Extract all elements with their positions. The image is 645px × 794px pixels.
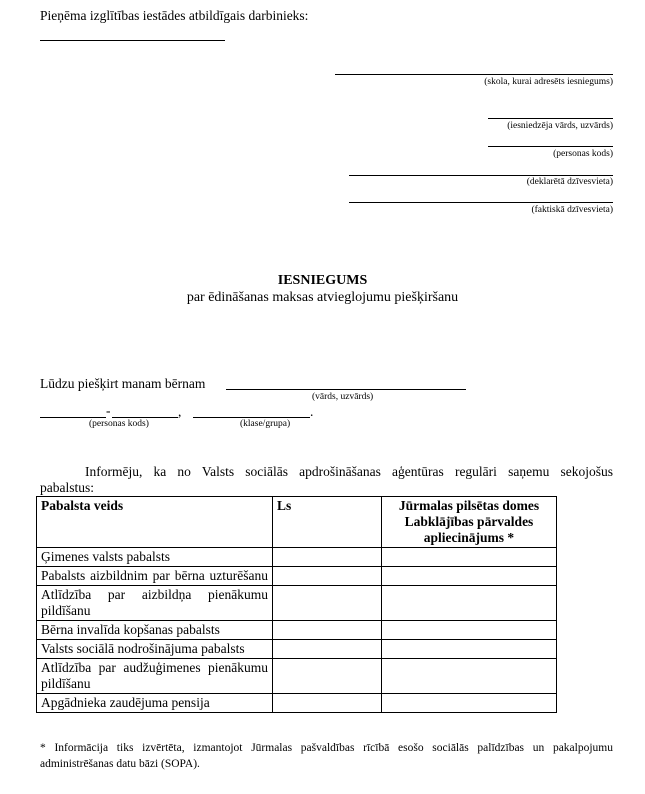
amount-cell[interactable] [273, 640, 382, 659]
header-confirmation: Jūrmalas pilsētas domes Labklājības pārvaldes apliecinājums * [382, 497, 557, 548]
confirmation-cell[interactable] [382, 659, 557, 694]
benefit-type-cell: Pabalsts aizbildnim par bērna uzturēšanu [37, 567, 273, 586]
footnote: * Informācija tiks izvērtēta, izmantojot Jūrmalas pašvaldības rīcībā esošo sociālās palīdzības un pakalpojumu administrēšanas datu bāzi (SOPA). [40, 742, 613, 770]
header-benefit-type: Pabalsta veids [37, 497, 273, 548]
info-line-2: pabalstus: [40, 480, 94, 495]
amount-cell[interactable] [273, 586, 382, 621]
confirmation-cell[interactable] [382, 548, 557, 567]
child-code-hint: (personas kods) [89, 419, 149, 429]
confirmation-cell[interactable] [382, 567, 557, 586]
actual-address-line[interactable] [349, 202, 613, 203]
child-name-field[interactable] [226, 377, 466, 390]
amount-cell[interactable] [273, 621, 382, 640]
benefit-type-cell: Valsts sociālā nodrošinājuma pabalsts [37, 640, 273, 659]
code-comma: , [178, 404, 182, 419]
applicant-code-hint: (personas kods) [553, 149, 613, 159]
benefits-table [36, 496, 557, 713]
amount-cell[interactable] [273, 548, 382, 567]
benefit-type-cell: Atlīdzība par audžuģimenes pienākumu pildīšanu [37, 659, 273, 694]
school-line[interactable] [335, 74, 613, 75]
amount-cell[interactable] [273, 659, 382, 694]
benefit-type-cell: Atlīdzība par aizbildņa pienākumu pildīšanu [37, 586, 273, 621]
table-header-row [37, 497, 557, 548]
benefit-type-cell: Bērna invalīda kopšanas pabalsts [37, 621, 273, 640]
amount-cell[interactable] [273, 567, 382, 586]
table-row [37, 659, 557, 694]
code-separator: - [106, 403, 111, 418]
document-title: IESNIEGUMS [277, 273, 368, 288]
declared-address-line[interactable] [349, 175, 613, 176]
amount-cell[interactable] [273, 694, 382, 713]
table-row [37, 567, 557, 586]
child-code-field-part2[interactable] [112, 405, 178, 418]
child-name-hint: (vārds, uzvārds) [312, 392, 374, 402]
confirmation-cell[interactable] [382, 640, 557, 659]
declared-address-hint: (deklarētā dzīvesvieta) [526, 177, 613, 187]
request-text: Lūdzu piešķirt manam bērnam [40, 376, 206, 391]
confirmation-cell[interactable] [382, 694, 557, 713]
table-row [37, 640, 557, 659]
table-row [37, 621, 557, 640]
school-hint: (skola, kurai adresēts iesniegums) [484, 77, 613, 87]
class-period: . [310, 404, 314, 419]
applicant-name-hint: (iesniedzēja vārds, uzvārds) [507, 121, 613, 131]
info-line-1: Informēju, ka no Valsts sociālās apdrošināšanas aģentūras regulāri saņemu sekojošus [85, 464, 613, 479]
applicant-code-line[interactable] [488, 146, 613, 147]
table-row [37, 694, 557, 713]
confirmation-cell[interactable] [382, 586, 557, 621]
benefit-type-cell: Ģimenes valsts pabalsts [37, 548, 273, 567]
child-class-field[interactable] [193, 405, 310, 418]
document-subtitle: par ēdināšanas maksas atvieglojumu piešķiršanu [186, 290, 459, 305]
actual-address-hint: (faktiskā dzīvesvieta) [531, 205, 613, 215]
child-class-hint: (klase/grupa) [240, 419, 291, 429]
table-row [37, 586, 557, 621]
child-code-field-part1[interactable] [40, 405, 106, 418]
accepted-by-signature-line[interactable] [40, 40, 225, 41]
confirmation-cell[interactable] [382, 621, 557, 640]
applicant-name-line[interactable] [488, 118, 613, 119]
header-amount: Ls [273, 497, 382, 548]
benefit-type-cell: Apgādnieka zaudējuma pensija [37, 694, 273, 713]
accepted-by-label: Pieņēma izglītības iestādes atbildīgais darbinieks: [40, 8, 309, 23]
table-row [37, 548, 557, 567]
